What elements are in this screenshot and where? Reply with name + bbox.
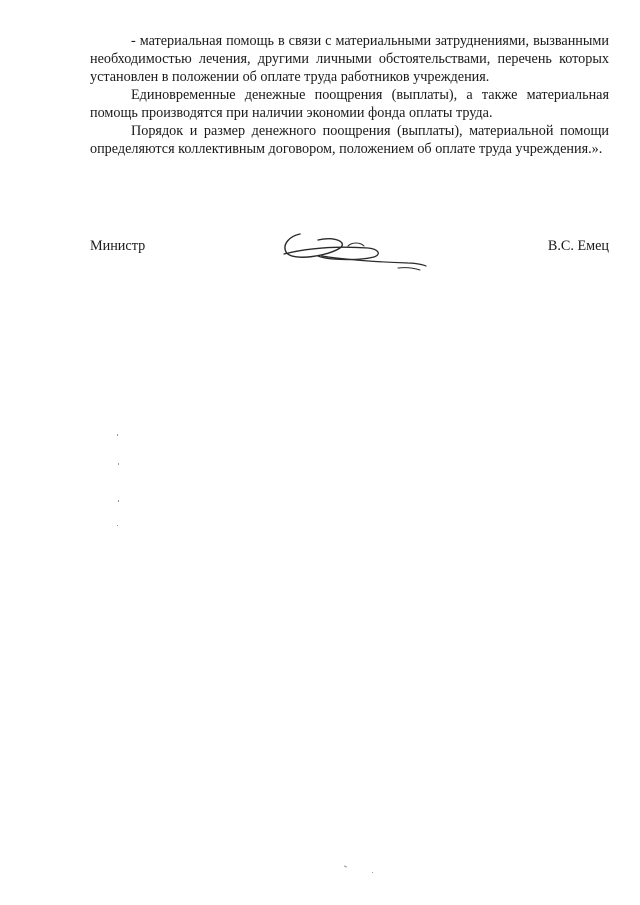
scan-speck (344, 865, 347, 867)
handwritten-signature-icon (278, 226, 428, 276)
paragraph-material-aid: - материальная помощь в связи с материальными затруднениями, вызванными необходимостью лечения, другими личными обстоятельствами, перечень которых установлен в положении об оплате труда работников учреждения. (90, 33, 609, 85)
scan-speck (118, 463, 119, 465)
signatory-name: В.С. Емец (547, 238, 609, 254)
signature-block (90, 238, 609, 278)
scan-speck (117, 525, 118, 526)
scan-speck (118, 500, 119, 502)
scan-speck (117, 434, 118, 436)
signatory-title: Министр (90, 238, 146, 254)
paragraph-one-time-bonuses: Единовременные денежные поощрения (выплаты), а также материальная помощь производятся при наличии экономии фонда оплаты труда. (90, 87, 609, 121)
paragraph-bonus-procedure: Порядок и размер денежного поощрения (выплаты), материальной помощи определяются коллективным договором, положением об оплате труда учреждения.». (90, 123, 609, 157)
document-body (90, 32, 609, 158)
scan-speck (372, 872, 373, 873)
